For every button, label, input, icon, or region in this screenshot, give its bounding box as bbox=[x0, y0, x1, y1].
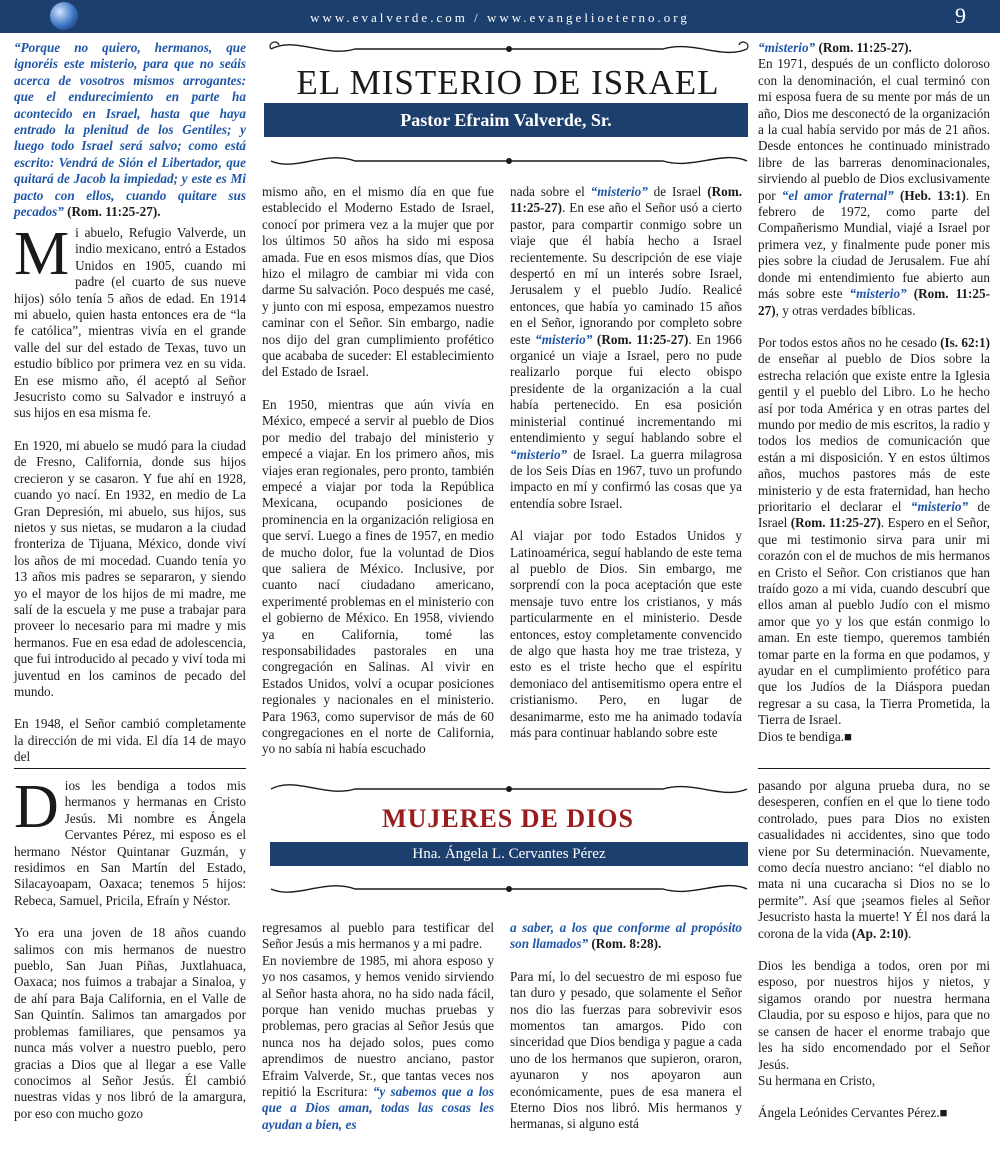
article-title-mujeres: MUJERES DE DIOS bbox=[382, 804, 634, 833]
section-divider-left bbox=[14, 768, 246, 769]
paragraph: a saber, a los que conforme al propósito son llamados” (Rom. 8:28). bbox=[510, 920, 742, 952]
article1-column-3 bbox=[510, 184, 742, 757]
paragraph: Al viajar por todo Estados Unidos y Latinoamérica, seguí hablando de este tema al pueblo de Dios. Sin embargo, me sorprendí con la poca aceptación que este mensaje tuvo entre los cristianos, y más particularmente en el ministerio. Desde entonces, estoy completamente convencido de algo que hasta hoy me trae tristeza, y esto es el triste hecho que el espíritu demoniaco del antisemitismo opera entre el cristianismo. Pero, en lugar de desanimarme, esto me ha animado todavía más para continuar hablando sobre este bbox=[510, 528, 742, 740]
author-name: Hna. Ángela L. Cervantes Pérez bbox=[412, 846, 606, 862]
article1-column-1 bbox=[14, 220, 246, 782]
page-number: 9 bbox=[955, 3, 966, 28]
paragraph: En 1948, el Señor cambió completamente la dirección de mi vida. El día 14 de mayo del bbox=[14, 716, 246, 765]
article2-column-1 bbox=[14, 773, 246, 1138]
section-divider-right bbox=[758, 768, 990, 769]
article2-column-2 bbox=[262, 920, 494, 1149]
paragraph: i abuelo, Refugio Valverde, un indio mexicano, entró a Estados Unidos en 1905, cuando mi padre (el cuarto de sus nueve hijos) sólo tenía 5 años de edad. En 1914 mi abuelo, quien hasta entonces era de “la fe católica”, mientras vivía en el grande valle del sur del estado de Texas, tuvo un estudio bíblico por primera vez en su vida. En ese mismo año, él aceptó al Señor Jesucristo como su Salvador e instruyó a sus hijos en esa misma fe. bbox=[14, 225, 246, 421]
paragraph: “misterio” (Rom. 11:25-27). En 1971, después de un conflicto doloroso con la denominación, el cual terminó con mi esposa fuera de su mente por más de un año, Dios me desconectó de la organización a la cual había servido por más de 21 años. Desde entonces he continuado ministrado libre de las barreras denominacionales, sirviendo al pueblo de Dios exclusivamente por “el amor fraternal” (Heb. 13:1). En febrero de 1972, como parte del Compañerismo Mundial, viajé a Israel por primera vez, y finalmente pude poner mis pies sobre la ciudad de Jerusalem. Fue ahí donde mi entendimiento fue abierto aun más sobre este “misterio” (Rom. 11:25-27), y otras verdades bíblicas. bbox=[758, 40, 990, 318]
paragraph: nada sobre el “misterio” de Israel (Rom. 11:25-27). En ese año el Señor usó a cierto pastor, para compartir conmigo sobre un viaje que él había hecho a Israel recientemente. Su descripción de ese viaje despertó en mí un interés sobre Israel, Jerusalem y el pueblo Judío. Realicé entonces, que había yo caminado 15 años en el Señor, ignorando por completo sobre este “misterio” (Rom. 11:25-27). En 1966 organicé un viaje a Israel, pero no pude realizarlo porque fui electo obispo presidente de la organización a la cual había pertenecido. En esa posición ministerial continué incrementando mi entendimiento y seguí hablando sobre el “misterio” de Israel. La guerra milagrosa de los Seis Días en 1967, tuvo un profundo impacto en mí y confirmó las cosas que ya entendía sobre Israel. bbox=[510, 184, 742, 511]
end-mark-square-icon: ■ bbox=[844, 728, 853, 744]
top-banner bbox=[0, 0, 1000, 33]
author-band-cervantes bbox=[270, 842, 748, 866]
dropcap-d: D bbox=[14, 773, 59, 841]
author-name: Pastor Efraim Valverde, Sr. bbox=[400, 110, 612, 130]
dropcap-m: M bbox=[14, 220, 70, 288]
paragraph: ios les bendiga a todos mis hermanos y hermanas en Cristo Jesús. Mi nombre es Ángela Cervantes Pérez, mi esposo es el hermano Néstor Quintanar Guzmán, y residimos en San Martín del Estado, Silacayoapam, Oaxaca; tenemos 5 hijos: Rebeca, Samuel, Pricila, Efraín y Néstor. bbox=[14, 778, 246, 908]
article1-column-4 bbox=[758, 40, 990, 761]
paragraph: En 1920, mi abuelo se mudó para la ciudad de Fresno, California, donde sus hijos crecieron y se casaron. Y fue ahí en 1928, cuando yo nací. En 1932, en medio de La Gran Depresión, mi abuelo, sus hijos, sus nietos y sus nietas, se mudaron a la ciudad fronteriza de Tijuana, México, donde viví los años de mi mocedad. Cuando tenía yo 13 años mis padres se separaron, y siendo yo el mayor de los hijos de mi madre, me salí de la escuela y me puse a trabajar para proveer lo necesario para mi madre y mis hermanos. Fue en esa edad de adolescencia, que fui introducido al pecado y viví toda mi juventud en los caminos de pecado del mundo. bbox=[14, 437, 246, 699]
mujeres-top-flourish-ornament bbox=[265, 778, 753, 800]
paragraph: Para mí, lo del secuestro de mi esposo fue tan duro y pesado, que solamente el Señor nos dio las fuerzas para sobrevivir esos momentos tan amargos. Pido con sinceridad que Dios bendiga y pague a cada uno de los hermanos que supieron, oraron, ayunaron y nos apoyaron aun económicamente, pues de esa manera el Eterno Dios nos libró. Mis hermanos y hermanas, si alguno está bbox=[510, 968, 742, 1132]
site-urls: www.evalverde.com / www.evangelioeterno.org bbox=[310, 10, 690, 25]
paragraph: Dios les bendiga a todos, oren por mi esposo, por nuestros hijos y nietos, y sigamos orando por nuestra hermana Claudia, por su esposo e hijos, para que no se cansen de hacer el enorme trabajo que les ha sido encomendado por el Señor Jesús. bbox=[758, 958, 990, 1072]
paragraph: En 1950, mientras que aún vivía en México, empecé a servir al pueblo de Dios por medio del trabajo del ministerio y empecé a viajar. En los primero años, mis viajes eran regionales, pero pronto, también empecé a viajar por toda la República Mexicana, ocupando posiciones de prominencia en la organización religiosa en que serví. Luego a fines de 1957, en medio de mucho dolor, fue la voluntad de Dios que saliera de México. Inclusive, por cuanto nací ciudadano americano, experimenté problemas en el ministerio con el gobierno de México. En 1958, viviendo ya en California, tomé las responsabilidades pastorales en una congregación en Salinas. Al vivir en Estados Unidos, volví a ocupar posiciones regionales y nacionales en el ministerio. Para 1963, como supervisor de más de 60 congregaciones en el norte de California, yo no sabía ni había escuchado bbox=[262, 396, 494, 757]
paragraph: En noviembre de 1985, mi ahora esposo y yo nos casamos, y hemos venido sirviendo al Señor hasta ahora, no ha sido nada fácil, porque han venido muchas pruebas y problemas, pero gracias al Señor Jesús que nunca nos ha dejado solos, pues como aprendimos de nuestro anciano, pastor Efraim Valverde, Sr., que tantas veces nos repitió la Escritura: “y sabemos que a los que a Dios aman, todas las cosas les ayudan a bien, es bbox=[262, 952, 494, 1132]
author-band-valverde bbox=[264, 103, 748, 137]
paragraph: Su hermana en Cristo, bbox=[758, 1072, 876, 1088]
paragraph: mismo año, en el mismo día en que fue establecido el Moderno Estado de Israel, conocí por primera vez a la mujer que por los últimos 50 años ha sido mi esposa amada. Fue en esos mismos días, que Dios hizo el milagro de cambiar mi vida con darme Su salvación. Poco después me casé, y junto con mi esposa, empezamos nuestro caminar con el Señor. Sin embargo, nadie nos dijo del gran cumplimiento profético que acababa de suceder: El establecimiento del Estado de Israel. bbox=[262, 184, 494, 380]
epigraph-quote: “Porque no quiero, hermanos, que ignoréis este misterio, para que no seáis acerca de vosotros mismos arrogantes: que el endurecimiento en parte ha acontecido en Israel, hasta que haya entrado la plenitud de los Gentiles; y luego todo Israel será salvo; como está escrito: Vendrá de Sión el Libertador, que quitará de Jacob la impiedad; y este es Mi pacto con ellos, cuando quitare sus pecados” bbox=[14, 40, 246, 220]
paragraph: Ángela Leónides Cervantes Pérez.■ bbox=[758, 1105, 948, 1121]
paragraph: pasando por alguna prueba dura, no se desesperen, confíen en el que lo tiene todo controlado, pues para Dios no existen casualidades ni accidentes, sino que todo viene por Su determinación. Nuevamente, como decía nuestro anciano: “el diablo no mata ni una cucaracha si Dios no se lo permite”. Así que ¡seamos fieles al Señor Jesucristo hasta la muerte! Y Él nos dará la corona de la vida (Ap. 2:10). bbox=[758, 778, 990, 941]
top-flourish-ornament bbox=[265, 38, 753, 60]
article2-column-3 bbox=[510, 920, 742, 1149]
article2-column-4 bbox=[758, 778, 990, 1138]
paragraph: Por todos estos años no he cesado (Is. 62:1) de enseñar al pueblo de Dios sobre la estrecha relación que existe entre la Iglesia gentil y el pueblo del Libro. Lo he hecho así por toda América y en otras partes del mundo por medio de mis escritos, la radio y todos los medios de comunicación que están a mi disposición. Y en estos últimos años, muchos pastores más de este ministerio y de esta fraternidad, han hecho prioritario el declarar el “misterio” de Israel (Rom. 11:25-27). Espero en el Señor, que mi testimonio sirva para unir mi corazón con el de muchos de mis hermanos en Cristo el Señor. Con cristianos que han traído gozo a mi vida, cuando descubrí que ellos aman al pueblo Judío con el mismo amor que yo y los que están conmigo lo aman. En este tiempo, queremos también tomar parte en la forma en que podamos, y ayudar en el cumplimiento profético para que los Judíos de la Diáspora puedan regresar a su casa, la Tierra Prometida, la Tierra de Israel. Dios te bendiga.■ bbox=[758, 334, 990, 744]
epigraph bbox=[14, 40, 246, 236]
article-title-israel: EL MISTERIO DE ISRAEL bbox=[296, 63, 720, 102]
end-mark-square-icon: ■ bbox=[939, 1105, 948, 1121]
paragraph: regresamos al pueblo para testificar del Señor Jesús a mis hermanos y a mi padre. bbox=[262, 920, 494, 952]
article1-column-2 bbox=[262, 184, 494, 774]
mujeres-bottom-flourish-ornament bbox=[265, 878, 753, 900]
bottom-flourish-ornament bbox=[265, 150, 753, 172]
paragraph: Yo era una joven de 18 años cuando salimos con mis hermanos de nuestro pueblo, San Juan Piñas, Juxtlahuaca, Oaxaca; nos fuimos a trabajar a Sinaloa, y de ahí para Baja California, en el Valle de San Quintín. Salimos tan amargados por problemas familiares, que pensamos ya nunca más volver a nuestro pueblo, pero gracias a Dios que al llegar a ese Valle conocimos al Señor Jesús. Él cambió nuestras vidas y nos libró de la amargura, por eso con mucho gozo bbox=[14, 925, 246, 1121]
epigraph-ref: (Rom. 11:25-27). bbox=[67, 204, 161, 220]
